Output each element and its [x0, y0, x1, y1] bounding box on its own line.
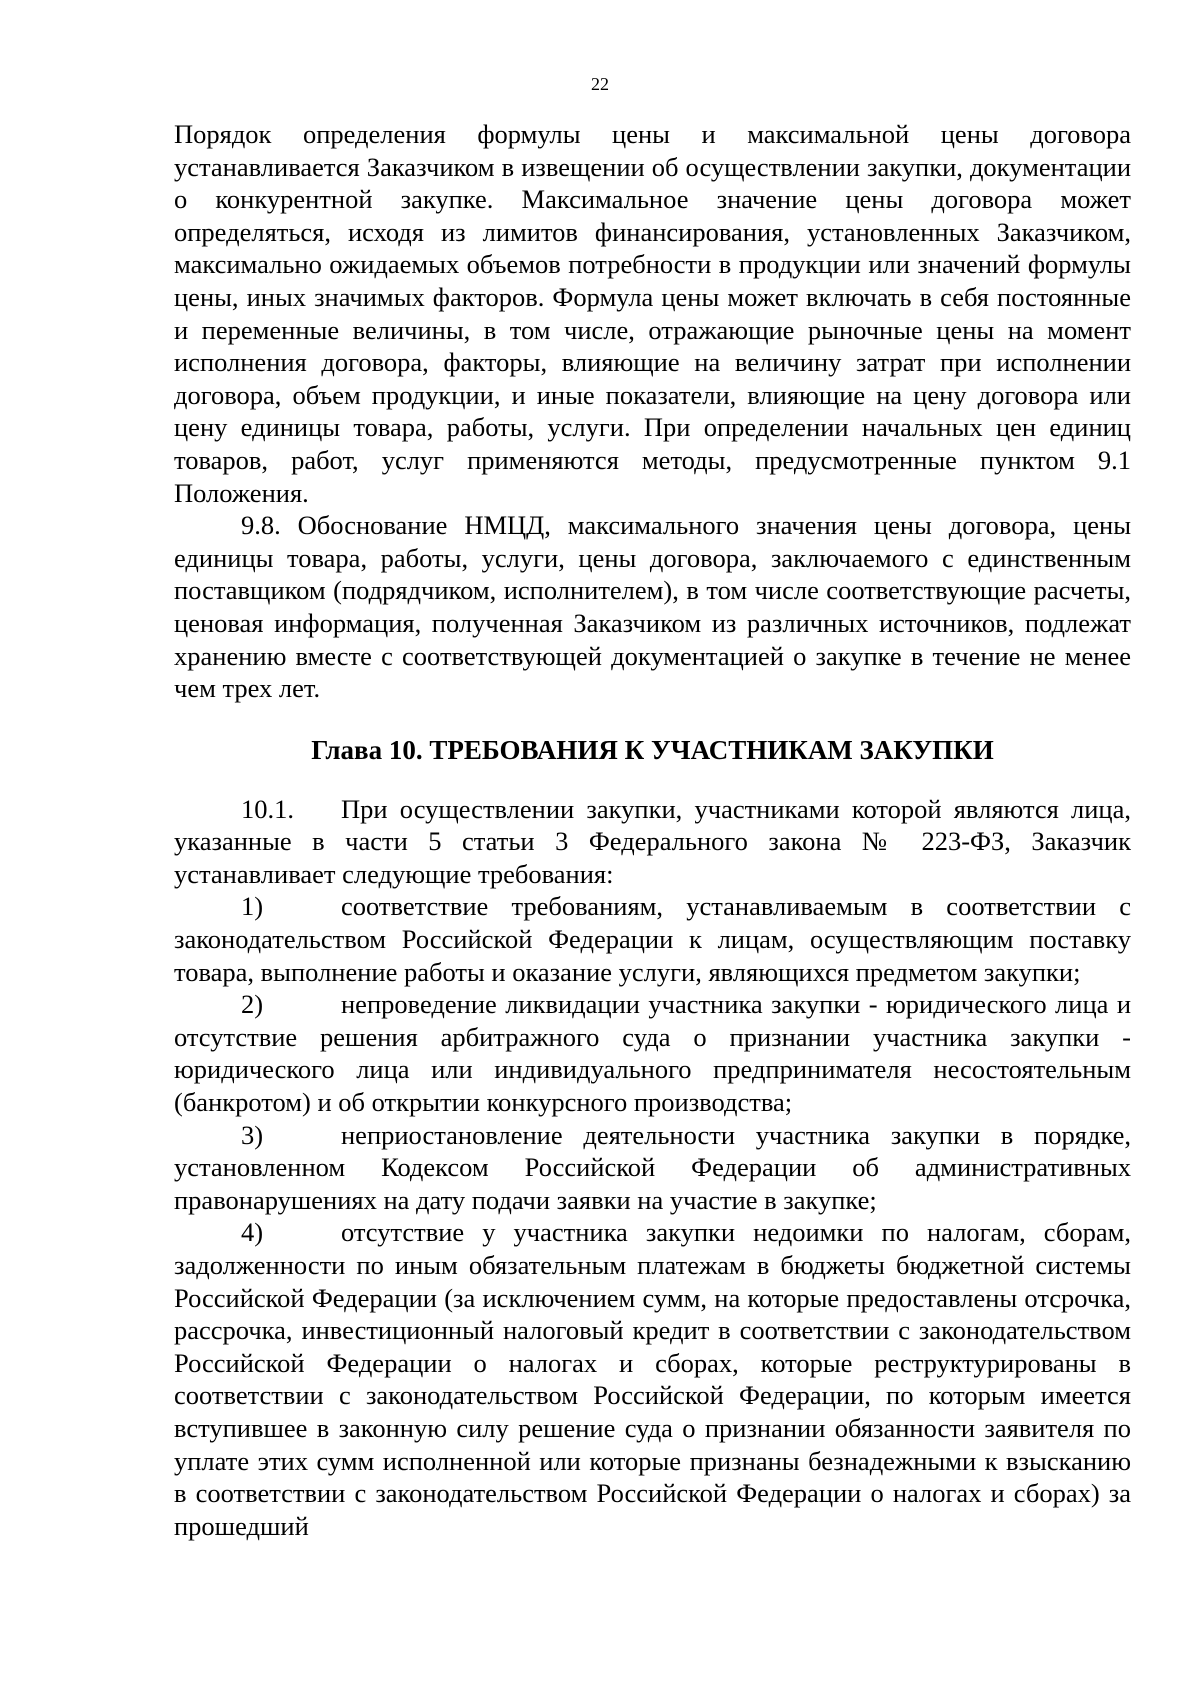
clause-number: 10.1.: [241, 793, 294, 824]
list-item-number: 4): [241, 1217, 264, 1248]
list-item-text: непроведение ликвидации участника закупки - юридического лица и отсутствие решения арбитражного суда о признании участника закупки - юридического лица или индивидуального предпринимателя несостоятельным (банкротом) и об открытии конкурсного производства;: [174, 989, 1131, 1118]
list-item: [174, 890, 1131, 988]
paragraph-price-formula: Порядок определения формулы цены и максимальной цены договора устанавливается Заказчиком в извещении об осуществлении закупки, документации о конкурентной закупке. Максимальное значение цены договора может определяться, исходя из лимитов финансирования, установленных Заказчиком, максимально ожидаемых объемов потребности в продукции или значений формулы цены, иных значимых факторов. Формула цены может включать в себя постоянные и переменные величины, в том числе, отражающие рыночные цены на момент исполнения договора, факторы, влияющие на величину затрат при исполнении договора, объем продукции, и иные показатели, влияющие на цену договора или цену единицы товара, работы, услуги. При определении начальных цен единиц товаров, работ, услуг применяются методы, предусмотренные пунктом 9.1 Положения.: [174, 119, 1131, 508]
list-item: [174, 1216, 1131, 1542]
paragraph-9-8: 9.8. Обоснование НМЦД, максимального значения цены договора, цены единицы товара, работы, услуги, цены договора, заключаемого с единственным поставщиком (подрядчиком, исполнителем), в том числе соответствующие расчеты, ценовая информация, полученная Заказчиком из различных источников, подлежат хранению вместе с соответствующей документацией о закупке в течение не менее чем трех лет.: [174, 510, 1131, 704]
list-item: [174, 988, 1131, 1118]
list-item-number: 3): [241, 1119, 264, 1150]
list-item-text: неприостановление деятельности участника закупки в порядке, установленном Кодексом Российской Федерации об административных правонарушениях на дату подачи заявки на участие в закупке;: [174, 1119, 1131, 1215]
page-content: [174, 118, 1131, 1542]
chapter-heading: Глава 10. ТРЕБОВАНИЯ К УЧАСТНИКАМ ЗАКУПКИ: [311, 734, 994, 765]
list-item-text: соответствие требованиям, устанавливаемым в соответствии с законодательством Российской Федерации к лицам, осуществляющим поставку товара, выполнение работы и оказание услуги, являющихся предметом закупки;: [174, 891, 1131, 987]
list-item-number: 2): [241, 989, 264, 1020]
list-item-text: отсутствие у участника закупки недоимки по налогам, сборам, задолженности по иным обязательным платежам в бюджеты бюджетной системы Российской Федерации (за исключением сумм, на которые предоставлены отсрочка, рассрочка, инвестиционный налоговый кредит в соответствии с законодательством Российской Федерации о налогах и сборах, которые реструктурированы в соответствии с законодательством Российской Федерации, по которым имеется вступившее в законную силу решение суда о признании обязанности заявителя по уплате этих сумм исполненной или которые признаны безнадежными к взысканию в соответствии с законодательством Российской Федерации о налогах и сборах) за прошедший: [174, 1217, 1131, 1541]
list-item: [174, 1119, 1131, 1217]
clause-text: При осуществлении закупки, участниками которой являются лица, указанные в части 5 статьи 3 Федерального закона № 223-ФЗ, Заказчик устанавливает следующие требования:: [174, 793, 1131, 889]
clause-10-1: [174, 793, 1131, 891]
list-item-number: 1): [241, 891, 264, 922]
page-number: 22: [591, 74, 609, 94]
